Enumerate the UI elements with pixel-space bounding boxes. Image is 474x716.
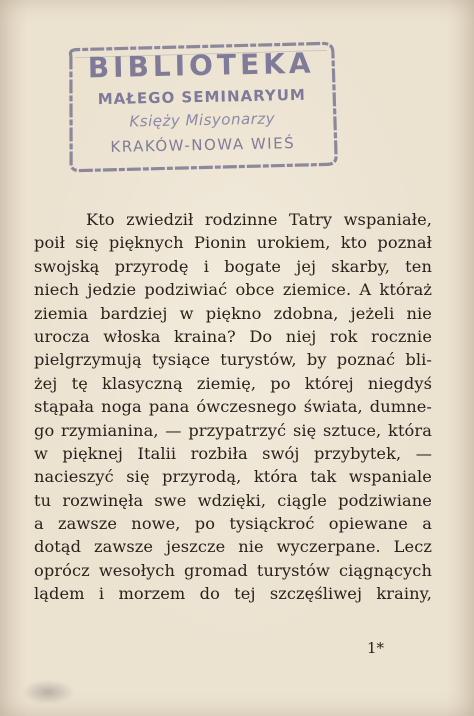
stamp-line-location: KRAKÓW-NOWA WIEŚ <box>110 134 296 156</box>
text-line: nacieszyć się przyrodą, która tak wspaniale <box>34 467 432 487</box>
body-text <box>34 208 432 606</box>
text-line: stąpała noga pana ówczesnego świata, dumne- <box>34 397 432 417</box>
text-line: w pięknej Italii rozbiła swój przybytek, — <box>34 443 432 463</box>
text-line: swojską przyrodę i bogate jej skarby, ten <box>34 256 432 276</box>
signature-mark: 1* <box>367 639 385 657</box>
text-line: tu rozwinęła swe wdzięki, ciągle podziwiane <box>34 490 432 510</box>
stamp-line-seminary: MAŁEGO SEMINARYUM <box>97 85 307 109</box>
text-line: dotąd zawsze jeszcze nie wyczerpane. Lecz <box>34 537 432 557</box>
library-stamp <box>65 40 340 174</box>
text-line: go rzymianina, — przypatrzyć się sztuce, która <box>34 420 432 440</box>
text-line: urocza włoska kraina? Do niej rok rocznie <box>34 326 432 346</box>
text-line: lądem i morzem do tej szczęśliwej krainy, <box>34 584 432 604</box>
text-line: ziemia bardziej w piękno zdobna, jeżeli nie <box>34 303 432 323</box>
stamp-title: BIBLIOTEKA <box>87 46 315 85</box>
ink-smudge <box>22 680 74 704</box>
text-line: żej tę klasyczną ziemię, po której niegdyś <box>34 373 432 393</box>
text-line: poił się pięknych Pionin urokiem, kto poznał <box>34 233 432 253</box>
text-line: a zawsze nowe, po tysiąckroć opiewane a <box>34 514 432 534</box>
text-line: Kto zwiedził rodzinne Tatry wspaniałe, <box>86 210 432 229</box>
stamp-line-order: Księży Misyonarzy <box>129 109 276 131</box>
text-line: niech jedzie podziwiać obce ziemice. A któraż <box>34 280 432 300</box>
text-line: pielgrzymują tysiące turystów, by poznać bli- <box>34 350 432 370</box>
text-line: oprócz wesołych gromad turystów ciągnących <box>34 560 432 580</box>
